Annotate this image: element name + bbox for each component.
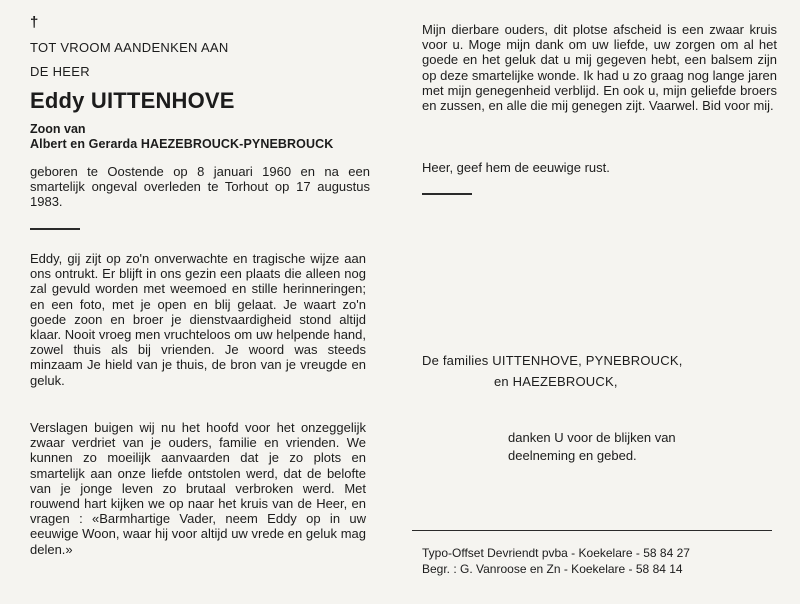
families-line-1: De families UITTENHOVE, PYNEBROUCK, — [422, 353, 683, 368]
divider-short-left — [30, 228, 80, 230]
deceased-name: Eddy UITTENHOVE — [30, 88, 235, 113]
printer-divider — [412, 530, 772, 531]
cross-symbol: † — [30, 14, 39, 31]
parents-names: Albert en Gerarda HAEZEBROUCK-PYNEBROUCK — [30, 137, 334, 151]
memorial-paragraph-1: Eddy, gij zijt op zo'n onverwachte en tragische wijze aan ons ontrukt. Er blijft in ons gezin een plaats die alleen nog zal gevuld worden met weemoed en stille herinneringen; en een foto, met je open en blij gelaat. Je waart zo'n goede zoon en broer je dienstvaardigheid stond altijd klaar. Nooit vroeg men vruchteloos om uw helpende hand, zowel thuis als bij vrienden. Je woord was steeds minzaam Je hield van je thuis, de bron van je vreugde en geluk. — [30, 251, 366, 388]
memorial-paragraph-2: Verslagen buigen wij nu het hoofd voor het onzeggelijk zwaar verdriet van je ouders, familie en vrienden. We kunnen zo moeilijk aanvaarden dat je zo plots en smartelijk aan onze liefde ontstolen werd, dat de belofte van je jonge leven zo brutaal verbroken werd. Met rouwend hart kijken we op naar het kruis van de Heer, en vragen : «Barmhartige Vader, neem Eddy op in uw eeuwige Woon, waar hij voor altijd uw vrede en geluk mag delen.» — [30, 420, 366, 557]
printer-credit: Typo-Offset Devriendt pvba - Koekelare - 58 84 27 — [422, 546, 690, 560]
divider-short-right — [422, 193, 472, 195]
thanks-line-1: danken U voor de blijken van — [508, 430, 676, 445]
farewell-paragraph: Mijn dierbare ouders, dit plotse afscheid is een zwaar kruis voor u. Moge mijn dank om uw liefde, uw zorgen om al het goede en het geluk dat u mij gegeven hebt, een balsem zijn op deze smartelijke wonde. Ik had u zo graag nog lange jaren met mijn genegenheid verblijd. En ook u, mijn geliefde broers en zussen, en alle die mij genegen zijt. Vaarwel. Bid voor mij. — [422, 22, 777, 114]
son-of-label: Zoon van — [30, 122, 86, 136]
prayer-line: Heer, geef hem de eeuwige rust. — [422, 160, 610, 175]
families-line-2: en HAEZEBROUCK, — [494, 374, 618, 389]
honorific-line: DE HEER — [30, 64, 90, 79]
undertaker-credit: Begr. : G. Vanroose en Zn - Koekelare - 58 84 14 — [422, 562, 683, 576]
dedication-line: TOT VROOM AANDENKEN AAN — [30, 40, 229, 55]
birth-death-text: geboren te Oostende op 8 januari 1960 en na een smartelijk ongeval overleden te Torhout op 17 augustus 1983. — [30, 164, 370, 210]
thanks-line-2: deelneming en gebed. — [508, 448, 637, 463]
